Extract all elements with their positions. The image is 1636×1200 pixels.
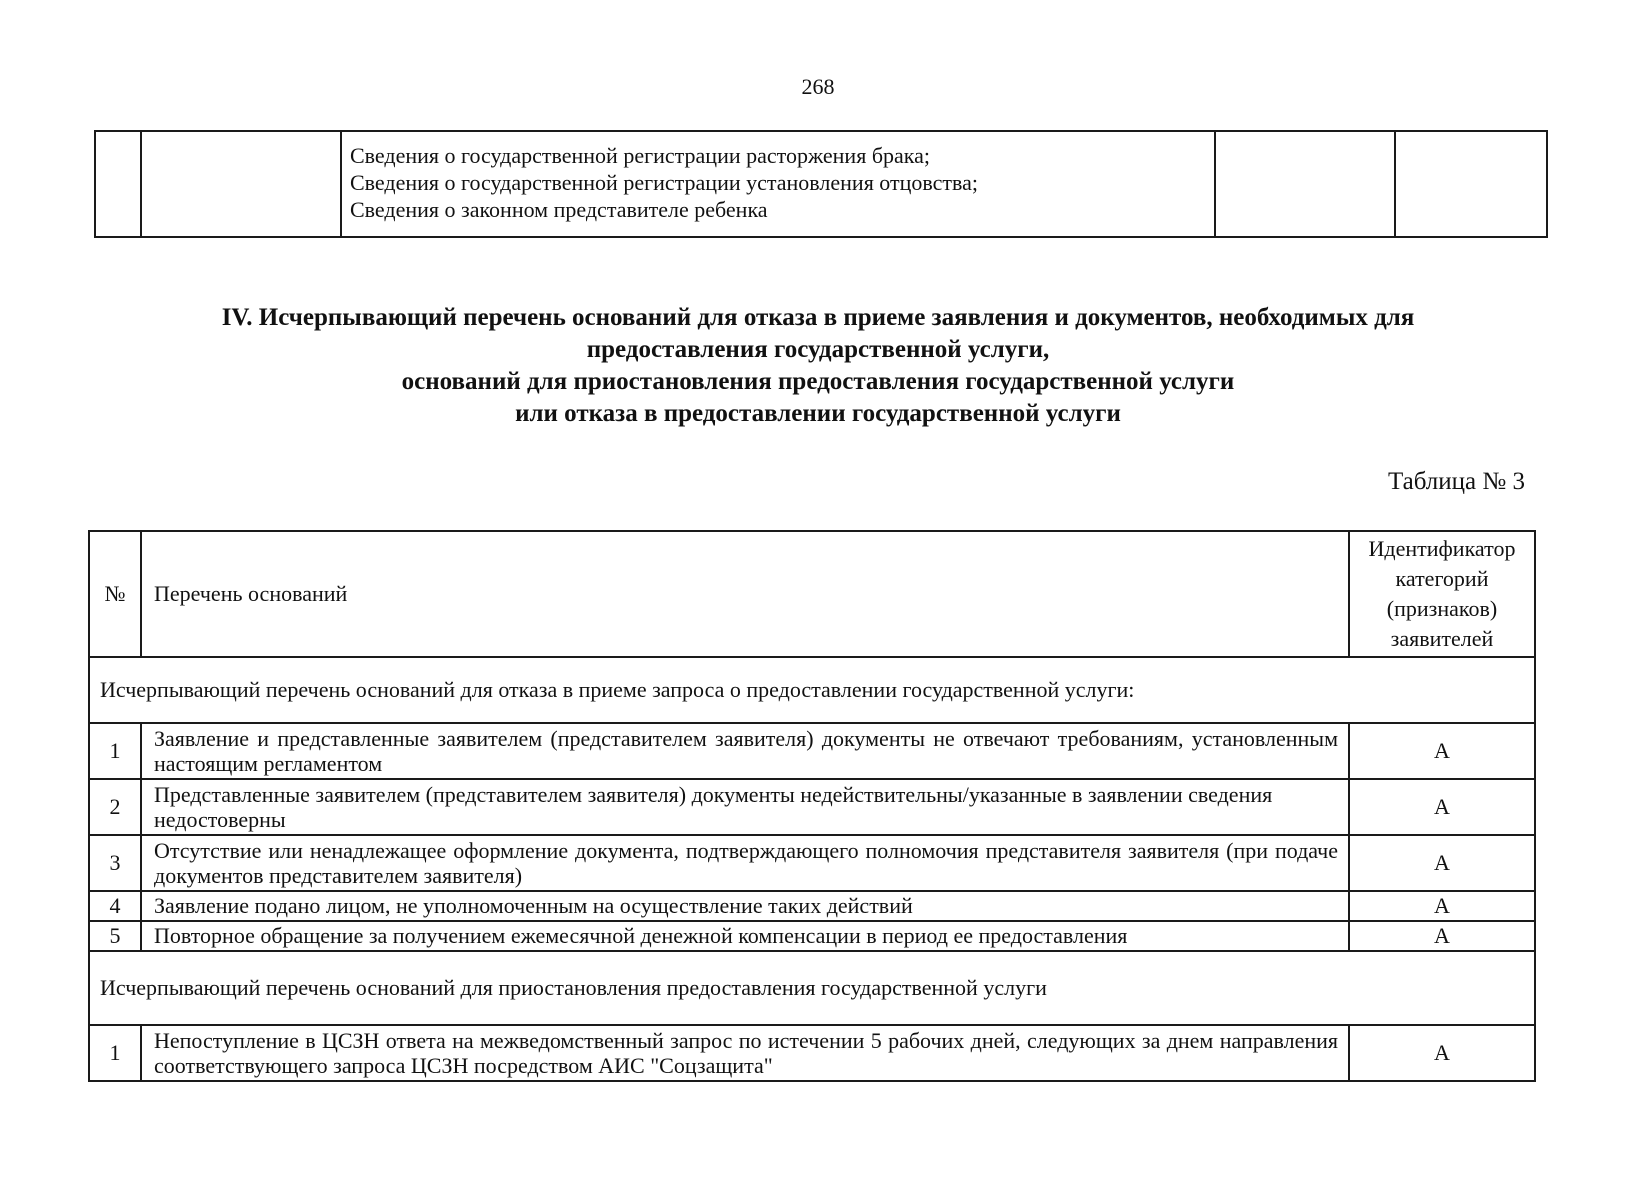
row-num: 2 xyxy=(89,779,141,835)
row-identifier: А xyxy=(1349,835,1535,891)
row-text: Заявление подано лицом, не уполномоченным на осуществление таких действий xyxy=(141,891,1349,921)
row-text: Представленные заявителем (представителем заявителя) документы недействительны/указанные в заявлении сведения недостоверны xyxy=(141,779,1349,835)
section-title-line-2: предоставления государственной услуги, xyxy=(586,336,1050,363)
continuation-cell-empty-3 xyxy=(1395,131,1547,237)
continuation-line-1: Сведения о государственной регистрации расторжения брака; xyxy=(350,143,931,168)
table-row xyxy=(89,779,1535,835)
continuation-cell-empty xyxy=(141,131,341,237)
row-identifier: А xyxy=(1349,723,1535,779)
continuation-line-3: Сведения о законном представителе ребенка xyxy=(350,197,768,222)
header-identifier-line-3: (признаков) xyxy=(1386,596,1498,621)
row-num: 5 xyxy=(89,921,141,951)
row-text: Непоступление в ЦСЗН ответа на межведомственный запрос по истечении 5 рабочих дней, следующих за днем направления соответствующего запроса ЦСЗН посредством АИС "Соцзащита" xyxy=(141,1025,1349,1081)
continuation-cell-text xyxy=(341,131,1215,237)
section-title-refusal-reception: Исчерпывающий перечень оснований для отказа в приеме запроса о предоставлении государственной услуги: xyxy=(89,657,1535,723)
continuation-cell-num xyxy=(95,131,141,237)
header-identifier-line-2: категорий xyxy=(1395,566,1489,591)
row-text: Заявление и представленные заявителем (представителем заявителя) документы не отвечают требованиям, установленным настоящим регламентом xyxy=(141,723,1349,779)
grounds-table xyxy=(88,530,1536,1082)
table-row xyxy=(89,921,1535,951)
row-num: 1 xyxy=(89,1025,141,1081)
continuation-table-row xyxy=(95,131,1547,237)
continuation-line-2: Сведения о государственной регистрации установления отцовства; xyxy=(350,170,979,195)
header-basis: Перечень оснований xyxy=(141,531,1349,657)
row-identifier: А xyxy=(1349,779,1535,835)
row-text: Повторное обращение за получением ежемесячной денежной компенсации в период ее предоставления xyxy=(141,921,1349,951)
table-caption: Таблица № 3 xyxy=(1387,468,1525,495)
section-title-line-1: IV. Исчерпывающий перечень оснований для отказа в приеме заявления и документов, необходимых для xyxy=(221,304,1415,331)
header-num: № xyxy=(89,531,141,657)
table-row xyxy=(89,891,1535,921)
section-title-line-4: или отказа в предоставлении государственной услуги xyxy=(515,400,1121,427)
header-identifier xyxy=(1349,531,1535,657)
table-row xyxy=(89,723,1535,779)
section-title-line-3: оснований для приостановления предоставления государственной услуги xyxy=(401,368,1235,395)
table-row xyxy=(89,835,1535,891)
row-num: 4 xyxy=(89,891,141,921)
table-header-row xyxy=(89,531,1535,657)
page-number: 268 xyxy=(801,74,835,99)
section-row-refusal-reception xyxy=(89,657,1535,723)
section-title-suspension: Исчерпывающий перечень оснований для приостановления предоставления государственной услуги xyxy=(89,951,1535,1025)
header-identifier-line-4: заявителей xyxy=(1390,626,1494,651)
row-num: 3 xyxy=(89,835,141,891)
row-identifier: А xyxy=(1349,921,1535,951)
row-num: 1 xyxy=(89,723,141,779)
continuation-table xyxy=(94,130,1548,238)
row-identifier: А xyxy=(1349,1025,1535,1081)
section-title xyxy=(100,302,1536,430)
section-row-suspension xyxy=(89,951,1535,1025)
continuation-cell-empty-2 xyxy=(1215,131,1395,237)
header-identifier-line-1: Идентификатор xyxy=(1368,536,1516,561)
table-row xyxy=(89,1025,1535,1081)
row-identifier: А xyxy=(1349,891,1535,921)
row-text: Отсутствие или ненадлежащее оформление документа, подтверждающего полномочия представителя заявителя (при подаче документов представителем заявителя) xyxy=(141,835,1349,891)
